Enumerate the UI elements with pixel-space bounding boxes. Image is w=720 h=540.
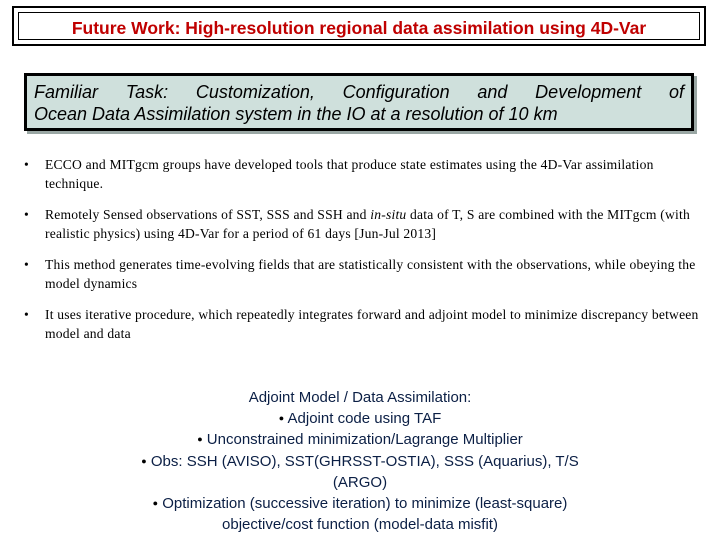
adjoint-item-continuation: objective/cost function (model-data misfit) (222, 516, 498, 533)
task-box (24, 73, 694, 131)
task-text (34, 81, 684, 125)
adjoint-item (0, 494, 720, 516)
title-box (12, 6, 706, 46)
adjoint-item (0, 430, 720, 452)
task-line-1: Familiar Task: Customization, Configuration and Development of (34, 82, 684, 102)
adjoint-item-continuation: (ARGO) (332, 474, 388, 491)
slide-title: Future Work: High-resolution regional data assimilation using 4D-Var (71, 18, 647, 38)
bullet-dot: • (24, 157, 29, 172)
bullet-text: This method generates time-evolving fields that are statistically consistent with the observations, while obeying the model dynamics (45, 257, 696, 291)
bullet-dot: • (24, 257, 29, 272)
bullet-dot-icon: ● (141, 455, 147, 466)
adjoint-item-text: Optimization (successive iteration) to minimize (least-square) (162, 494, 568, 512)
bullet-text-before: Remotely Sensed observations of SST, SSS and SSH and (45, 207, 371, 222)
adjoint-item (0, 409, 720, 431)
adjoint-item-text: Adjoint code using TAF (287, 409, 442, 427)
bullet-item (24, 155, 704, 193)
bullet-dot: • (24, 307, 29, 322)
bullet-text: ECCO and MITgcm groups have developed tools that produce state estimates using the 4D-Var assimilation technique. (45, 157, 654, 191)
adjoint-item-text: Obs: SSH (AVISO), SST(GHRSST-OSTIA), SSS (Aquarius), T/S (150, 452, 579, 470)
task-line-2: Ocean Data Assimilation system in the IO at a resolution of 10 km (34, 104, 558, 124)
bullet-dot: • (24, 207, 29, 222)
bullet-text: It uses iterative procedure, which repeatedly integrates forward and adjoint model to minimize discrepancy between model and data (45, 307, 699, 341)
bullet-text-emphasis: in-situ (370, 207, 407, 222)
adjoint-item (0, 452, 720, 474)
bullet-dot-icon: ● (152, 497, 159, 508)
bullet-text-after: data of T, S are combined with the MITgcm (with realistic physics) using 4D-Var for a period of 61 days [Jun-Jul 2013] (45, 207, 690, 241)
bullet-dot-icon: ● (197, 434, 203, 444)
adjoint-item-text: Unconstrained minimization/Lagrange Multiplier (206, 431, 523, 448)
bullet-item (24, 255, 704, 293)
adjoint-heading: Adjoint Model / Data Assimilation: (248, 389, 472, 406)
bullet-list (24, 155, 704, 355)
adjoint-section (0, 388, 720, 536)
bullet-dot-icon: ● (278, 412, 285, 423)
bullet-item (24, 305, 704, 343)
bullet-item (24, 205, 704, 243)
